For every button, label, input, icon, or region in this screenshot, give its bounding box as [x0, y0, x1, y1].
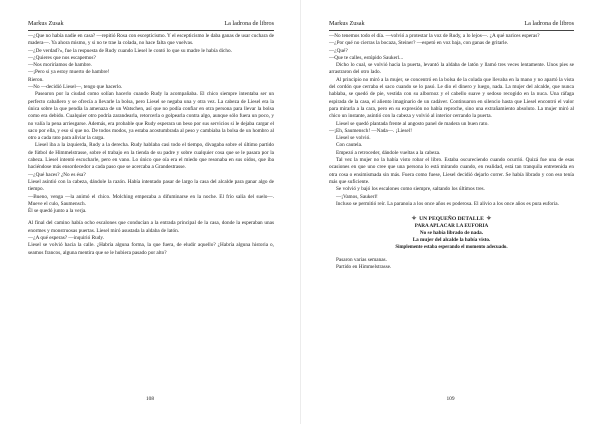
paragraph: —Nos moriríamos de hambre. [28, 62, 92, 69]
paragraph: Él se quedó junto a la verja. [28, 208, 87, 215]
paragraph: —¿Quieres que nos escapemos? [28, 54, 96, 61]
right-closing-paragraphs [329, 257, 574, 272]
right-paragraphs [329, 33, 574, 208]
paragraph: Tal vez la mujer no la había visto robar el libro. Estaba oscureciendo cuando ocurrió. Quizá fue una de esas ocasiones en que uno cree que una persona lo está mirando cuando, en realidad, está tan tranquila entretenida en otra cosa o ensimismada sin más. Fuera como fuese, Liesel decidió dejarlo correr. Se había librado y con eso tenía más que suficiente. [329, 157, 574, 185]
sparkle-icon: ✧ [411, 216, 417, 223]
paragraph: —¿Por qué no cierras la bocaza, Steiner? —espetó en voz baja, con ganas de gritarle. [329, 40, 509, 47]
detail-box-line: No se había librado de nada. [419, 230, 484, 237]
right-page-number: 109 [446, 396, 455, 402]
header-author: Markus Zusak [28, 20, 64, 27]
detail-box-title [377, 216, 527, 223]
right-running-header [329, 20, 574, 31]
paragraph: —¿De verdad?», fue la respuesta de Rudy cuando Liesel le contó lo que su madre le había dicho. [28, 47, 232, 54]
detail-box [377, 216, 527, 251]
detail-box-line: La mujer del alcalde la había visto. [412, 237, 491, 244]
paragraph: Rieron. [28, 76, 44, 83]
paragraph: Empezó a retroceder, dándole vueltas a la cabeza. [336, 149, 441, 156]
paragraph: —No —decidió Liesel—, tengo que hacerlo. [28, 84, 123, 91]
detail-box-heading: UN PEQUEÑO DETALLE [419, 216, 484, 223]
paragraph: —Que te calles, estúpido Saukerl... [329, 54, 404, 61]
paragraph: Liesel asintió con la cabeza, dándole la razón. Había intentado pasar de largo la casa del alcalde para ganar algo de tiempo. [28, 178, 274, 193]
paragraph: Pasearon por la ciudad como solían hacerlo cuando Rudy la acompañaba. El chico siempre intentaba ser un perfecto caballero y se ofrecía a llevarle la bolsa, pero Liesel se negaba una y otra vez. La cabeza de Liesel era la única sobre la que pendía la amenaza de un Watschen, así que no podía confiar en otra persona para llevar la bolsa como era debido. Cualquier otro podría zarandearla, retorcerla o golpearla contra algo, aunque sólo fuera un poco, y no valía la pena arriesgarse. Además, era probable que Rudy esperara un beso por sus servicios si le dejaba cargar el saco por ella, y eso sí que no. De todos modos, ya estaba acostumbrada al peso y cambiaba la bolsa de un hombro al otro a cada rato para aliviar la carga. [28, 91, 274, 142]
paragraph: —¡Eh, Saumensch! —Nada—. ¡Liesel! [329, 127, 412, 134]
paragraph: —¿Qué? [329, 47, 348, 54]
detail-box-line: Simplemente estaba esperando el momento adecuado. [395, 245, 508, 251]
detail-box-line: PARA APLACAR LA EUFORIA [414, 223, 489, 230]
paragraph: —¿Que no había nadie en casa? —repitió Rosa con escepticismo. Y el escepticismo le daba ganas de usar cuchara de madera—. Ya ahora mismo, y si no te trae la colada, no hace falta que vuelvas. [28, 33, 274, 47]
paragraph: Liesel iba a la izquierda, Rudy a la derecha. Rudy hablaba casi todo el tiempo, divagaba sobre el último partido de fútbol de Himmelstrasse, sobre el trabajo en la tienda de su padre y sobre cualquier cosa que se le pasara por la cabeza. Liesel intentó escucharle, pero en vano. Lo único que oía era el miedo que resonaba en sus oídos, que iba haciéndose más ensordecedor a cada paso que se acercaba a Grandestrasse. [28, 142, 274, 171]
paragraph: Al final del camino había ocho escalones que conducían a la entrada principal de la casa, donde la esperaban unas enormes y monstruosas puertas. Liesel miró asustada la aldaba de latón. [28, 220, 274, 234]
paragraph: Liesel se volvió. [336, 135, 371, 142]
header-book-title: La ladrona de libros [524, 20, 574, 27]
left-page-body [28, 33, 274, 257]
paragraph: Incluso se permitió reír. La paranoia a los once años es poderosa. El alivio a los once años es pura euforia. [336, 200, 559, 207]
right-page-body [329, 33, 574, 272]
paragraph: —Bueno, venga —la animó el chico. Molching empezaba a difuminarse en la noche. El frío salía del suelo—. Mueve el culo, Saumensch. [28, 193, 274, 207]
paragraph: —¿A qué esperas? —inquirió Rudy. [28, 235, 104, 242]
paragraph: Al principio no miró a la mujer, se concentró en la bolsa de la colada que llevaba en la mano y no apartó la vista del cordón que cerraba el saco cuando se lo pasó. Le dio el dinero y luego, nada. La mujer del alcalde, que nunca hablaba, se quedó de pie, vestida con su albornoz y el cabello suave y sedoso recogido en la nuca. Una ráfaga espirada de la casa, el aliento imaginario de un cadáver. Continuaron en silencio hasta que Liesel encontró el valor para mirarla a la cara, pero en su expresión no había reproche, sino una extrañamiento absoluto. La mujer miró al chico un instante, asintió con la cabeza y volvió al interior cerrando la puerta. [329, 76, 574, 120]
paragraph: Con cautela. [336, 142, 363, 149]
left-running-header [28, 20, 274, 31]
paragraph: —¡Vamos, Saukerl! [336, 193, 378, 200]
paragraph: Dicho lo cual, se volvió hacia la puerta, levantó la aldaba de latón y llamó tres veces lentamente. Unos pies se arrastraron del otro lado. [329, 62, 574, 76]
header-author: Markus Zusak [329, 20, 365, 27]
right-page [300, 0, 600, 424]
header-book-title: La ladrona de libros [224, 20, 274, 27]
paragraph: Pasaron varias semanas. [336, 257, 387, 264]
paragraph: Se volvió y bajó los escalones como siempre, saltando los últimos tres. [336, 186, 485, 193]
paragraph: —¿Qué haces? ¿No es ésa? [28, 171, 86, 178]
left-page-number: 108 [145, 396, 155, 402]
sparkle-icon: ✧ [486, 216, 492, 223]
paragraph: —No tenemos todo el día. —volvió a protestar la voz de Rudy, a lo lejos—. ¿A qué narices esperas? [329, 33, 540, 39]
paragraph: Liesel se quedó plantada frente al angosto panel de madera un buen rato. [336, 120, 489, 127]
paragraph: Liesel se volvió hacia la calle. ¿Habría alguna forma, la que fuera, de eludir aquello? ¿Habría alguna historia o, seamos francos, alguna mentira que se le hubiera pasado por alto? [28, 242, 274, 256]
paragraph: —¡Pero si ya estoy muerto de hambre! [28, 69, 110, 76]
paragraph: Partido en Himmelstrasse. [336, 264, 392, 271]
